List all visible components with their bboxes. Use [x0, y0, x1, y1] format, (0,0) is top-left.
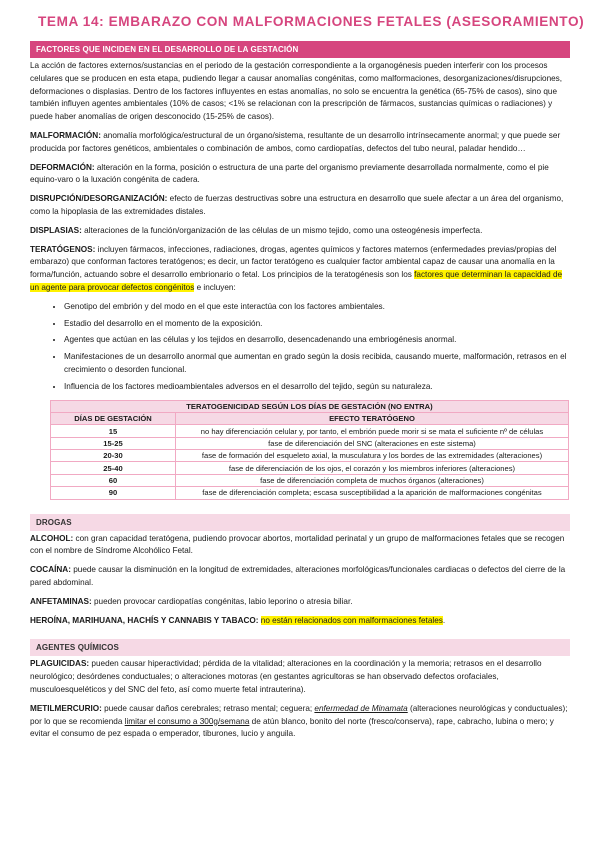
teratogenicity-table	[50, 400, 569, 500]
agent-text: pueden causar hiperactividad; pérdida de la vitalidad; alteraciones en la coordinación y la memoria; retrasos en el desarrollo neurológico; desórdenes conductuales; o alteraciones motoras (en gestantes agricultoras se han observado defectos orofaciales, musculoesqueléticos y del SNC del feto, así como muerte fetal intrauterina).	[30, 659, 542, 695]
section-header-agentes: AGENTES QUÍMICOS	[30, 639, 570, 656]
underlined-italic-text: enfermedad de Minamata	[314, 703, 408, 713]
days-cell: 15-25	[51, 437, 176, 449]
table-row	[51, 474, 569, 486]
list-item: • Genotipo del embrión y del modo en el que este interactúa con los factores ambientales.	[64, 301, 570, 314]
drug-heroina	[30, 615, 570, 628]
table-row	[51, 450, 569, 462]
term: PLAGUICIDAS:	[30, 659, 90, 669]
table-row	[51, 425, 569, 437]
teratogenos-text: incluyen fármacos, infecciones, radiaciones, drogas, agentes químicos y factores maternos (enfermedades previas/propias del embarazo) que conforman factores teratógenos; es decir, un factor teratógeno es cualquier factor ambiental capaz de causar una anomalía en la forma/función, actuando sobre el desarrollo embrionario o fetal. Los principios de la teratogénesis son los	[30, 244, 557, 280]
page-title: TEMA 14: EMBARAZO CON MALFORMACIONES FETALES (ASESORAMIENTO)	[38, 14, 585, 29]
drug-text: puede causar la disminución en la longitud de extremidades, alteraciones morfológicas/funcionales cardiacas o defectos del cierre de la pared abdominal.	[30, 565, 566, 588]
teratogenos-paragraph	[30, 244, 570, 295]
drug-text: con gran capacidad teratógena, pudiendo provocar abortos, mortalidad perinatal y un grupo de malformaciones fetales que se recogen con el nombre de Síndrome Alcohólico Fetal.	[30, 533, 565, 556]
definition-text: anomalía morfológica/estructural de un órgano/sistema, resultante de un desarrollo intrínsecamente anormal; y que puede ser producida por factores genéticos, ambientales o combinación de ambos, como cardiopatías, defectos del tubo neural, paladar hendido…	[30, 130, 561, 153]
table-caption: TERATOGENICIDAD SEGÚN LOS DÍAS DE GESTACIÓN (NO ENTRA)	[51, 400, 569, 412]
definition-deformacion	[30, 162, 570, 188]
effect-cell: fase de diferenciación completa de muchos órganos (alteraciones)	[176, 474, 569, 486]
teratogenos-tail: e incluyen:	[194, 282, 236, 292]
agent-text: puede causar daños cerebrales; retraso mental; ceguera;	[101, 703, 315, 713]
term: ANFETAMINAS:	[30, 596, 92, 606]
term: DISRUPCIÓN/DESORGANIZACIÓN:	[30, 194, 168, 204]
heroina-tail: .	[442, 615, 446, 625]
agent-plaguicidas	[30, 658, 570, 696]
term: METILMERCURIO:	[30, 703, 102, 713]
teratogenesis-principles-list	[30, 301, 570, 394]
term: TERATÓGENOS:	[30, 244, 96, 254]
effect-cell: fase de formación del esqueleto axial, la musculatura y los bordes de las extremidades (alteraciones)	[176, 450, 569, 462]
agent-metilmercurio	[30, 703, 570, 741]
list-item: • Influencia de los factores medioambientales adversos en el desarrollo del tejido, según su naturaleza.	[64, 381, 570, 394]
days-cell: 25-40	[51, 462, 176, 474]
days-cell: 20-30	[51, 450, 176, 462]
highlighted-text: no están relacionados con malformaciones fetales	[260, 615, 443, 625]
drug-text: pueden provocar cardiopatías congénitas, labio leporino o atresia biliar.	[91, 596, 353, 606]
list-item: • Estadio del desarrollo en el momento de la exposición.	[64, 318, 570, 331]
days-cell: 90	[51, 487, 176, 499]
drug-alcohol	[30, 533, 570, 559]
section-header-factores: FACTORES QUE INCIDEN EN EL DESARROLLO DE LA GESTACIÓN	[30, 41, 570, 58]
drug-cocaina	[30, 564, 570, 590]
definition-displasias	[30, 225, 570, 238]
list-item: • Manifestaciones de un desarrollo anormal que aumentan en grado según la dosis recibida, causando muerte, malformación, retrasos en el crecimiento o desorden funcional.	[64, 351, 570, 377]
agent-text: de atún blanco, bonito del norte (fresco/conserva), rape, cabracho, lubina o mero; y evitar el consumo de pez espada o emperador, tiburones, lucio y anguila.	[30, 716, 554, 739]
effect-cell: no hay diferenciación celular y, por tanto, el embrión puede morir si se mata el suficiente nº de células	[176, 425, 569, 437]
section-header-drogas: DROGAS	[30, 514, 570, 531]
effect-cell: fase de diferenciación del SNC (alteraciones en este sistema)	[176, 437, 569, 449]
term: COCAÍNA:	[30, 565, 71, 575]
definition-text: alteración en la forma, posición o estructura de una parte del organismo previamente desarrollada normalmente, como el pie equino-varo o la luxación congénita de cadera.	[30, 162, 549, 185]
term: HEROÍNA, MARIHUANA, HACHÍS Y CANNABIS Y TABACO:	[30, 615, 259, 625]
effect-cell: fase de diferenciación completa; escasa susceptibilidad a la aparición de malformaciones congénitas	[176, 487, 569, 499]
column-header-effect: EFECTO TERATÓGENO	[176, 412, 569, 424]
term: DEFORMACIÓN:	[30, 162, 95, 172]
table-row	[51, 487, 569, 499]
table-row	[51, 462, 569, 474]
underlined-text: limitar el consumo a 300g/semana	[124, 716, 250, 726]
definition-malformacion	[30, 130, 570, 156]
highlighted-text: factores que determinan la capacidad de un agente para provocar defectos congénitos	[30, 270, 563, 292]
intro-paragraph: La acción de factores externos/sustancias en el periodo de la gestación correspondiente a la organogénesis pueden interferir con los procesos celulares que se producen en esta etapa, pudiendo llegar a causar anomalías congénitas, como malformaciones, desorganizaciones/disrupciones, deformaciones o displasias. Dentro de los factores influyentes en estas anomalías, no solo se encuentra la genética (65-75% de casos), sino que también influyen agentes ambientales (10% de casos; <1% se relacionan con la prescripción de fármacos, sustancias químicas o radiaciones) y puede haber anomalías de origen desconocido (15-25% de casos).	[30, 61, 563, 122]
days-cell: 60	[51, 474, 176, 486]
list-item: • Agentes que actúan en las células y los tejidos en desarrollo, desencadenando una embriogénesis anormal.	[64, 334, 570, 347]
definition-disrupcion	[30, 193, 570, 219]
drug-anfetaminas	[30, 596, 570, 609]
definition-text: efecto de fuerzas destructivas sobre una estructura en desarrollo que suele afectar a un área del organismo, como la hipoplasia de las extremidades distales.	[30, 194, 564, 216]
term: DISPLASIAS:	[30, 225, 82, 235]
days-cell: 15	[51, 425, 176, 437]
definition-text: alteraciones de la función/organización de las células de un mismo tejido, como una osteogénesis imperfecta.	[81, 225, 483, 235]
term: MALFORMACIÓN:	[30, 130, 101, 140]
table-caption-row	[51, 400, 569, 412]
effect-cell: fase de diferenciación de los ojos, el corazón y los miembros inferiores (alteraciones)	[176, 462, 569, 474]
term: ALCOHOL:	[30, 533, 74, 543]
table-header-row	[51, 412, 569, 424]
agent-text: (alteraciones neurológicas y conductuales); por lo que se recomienda	[30, 703, 568, 726]
table-row	[51, 437, 569, 449]
column-header-days: DÍAS DE GESTACIÓN	[51, 412, 176, 424]
